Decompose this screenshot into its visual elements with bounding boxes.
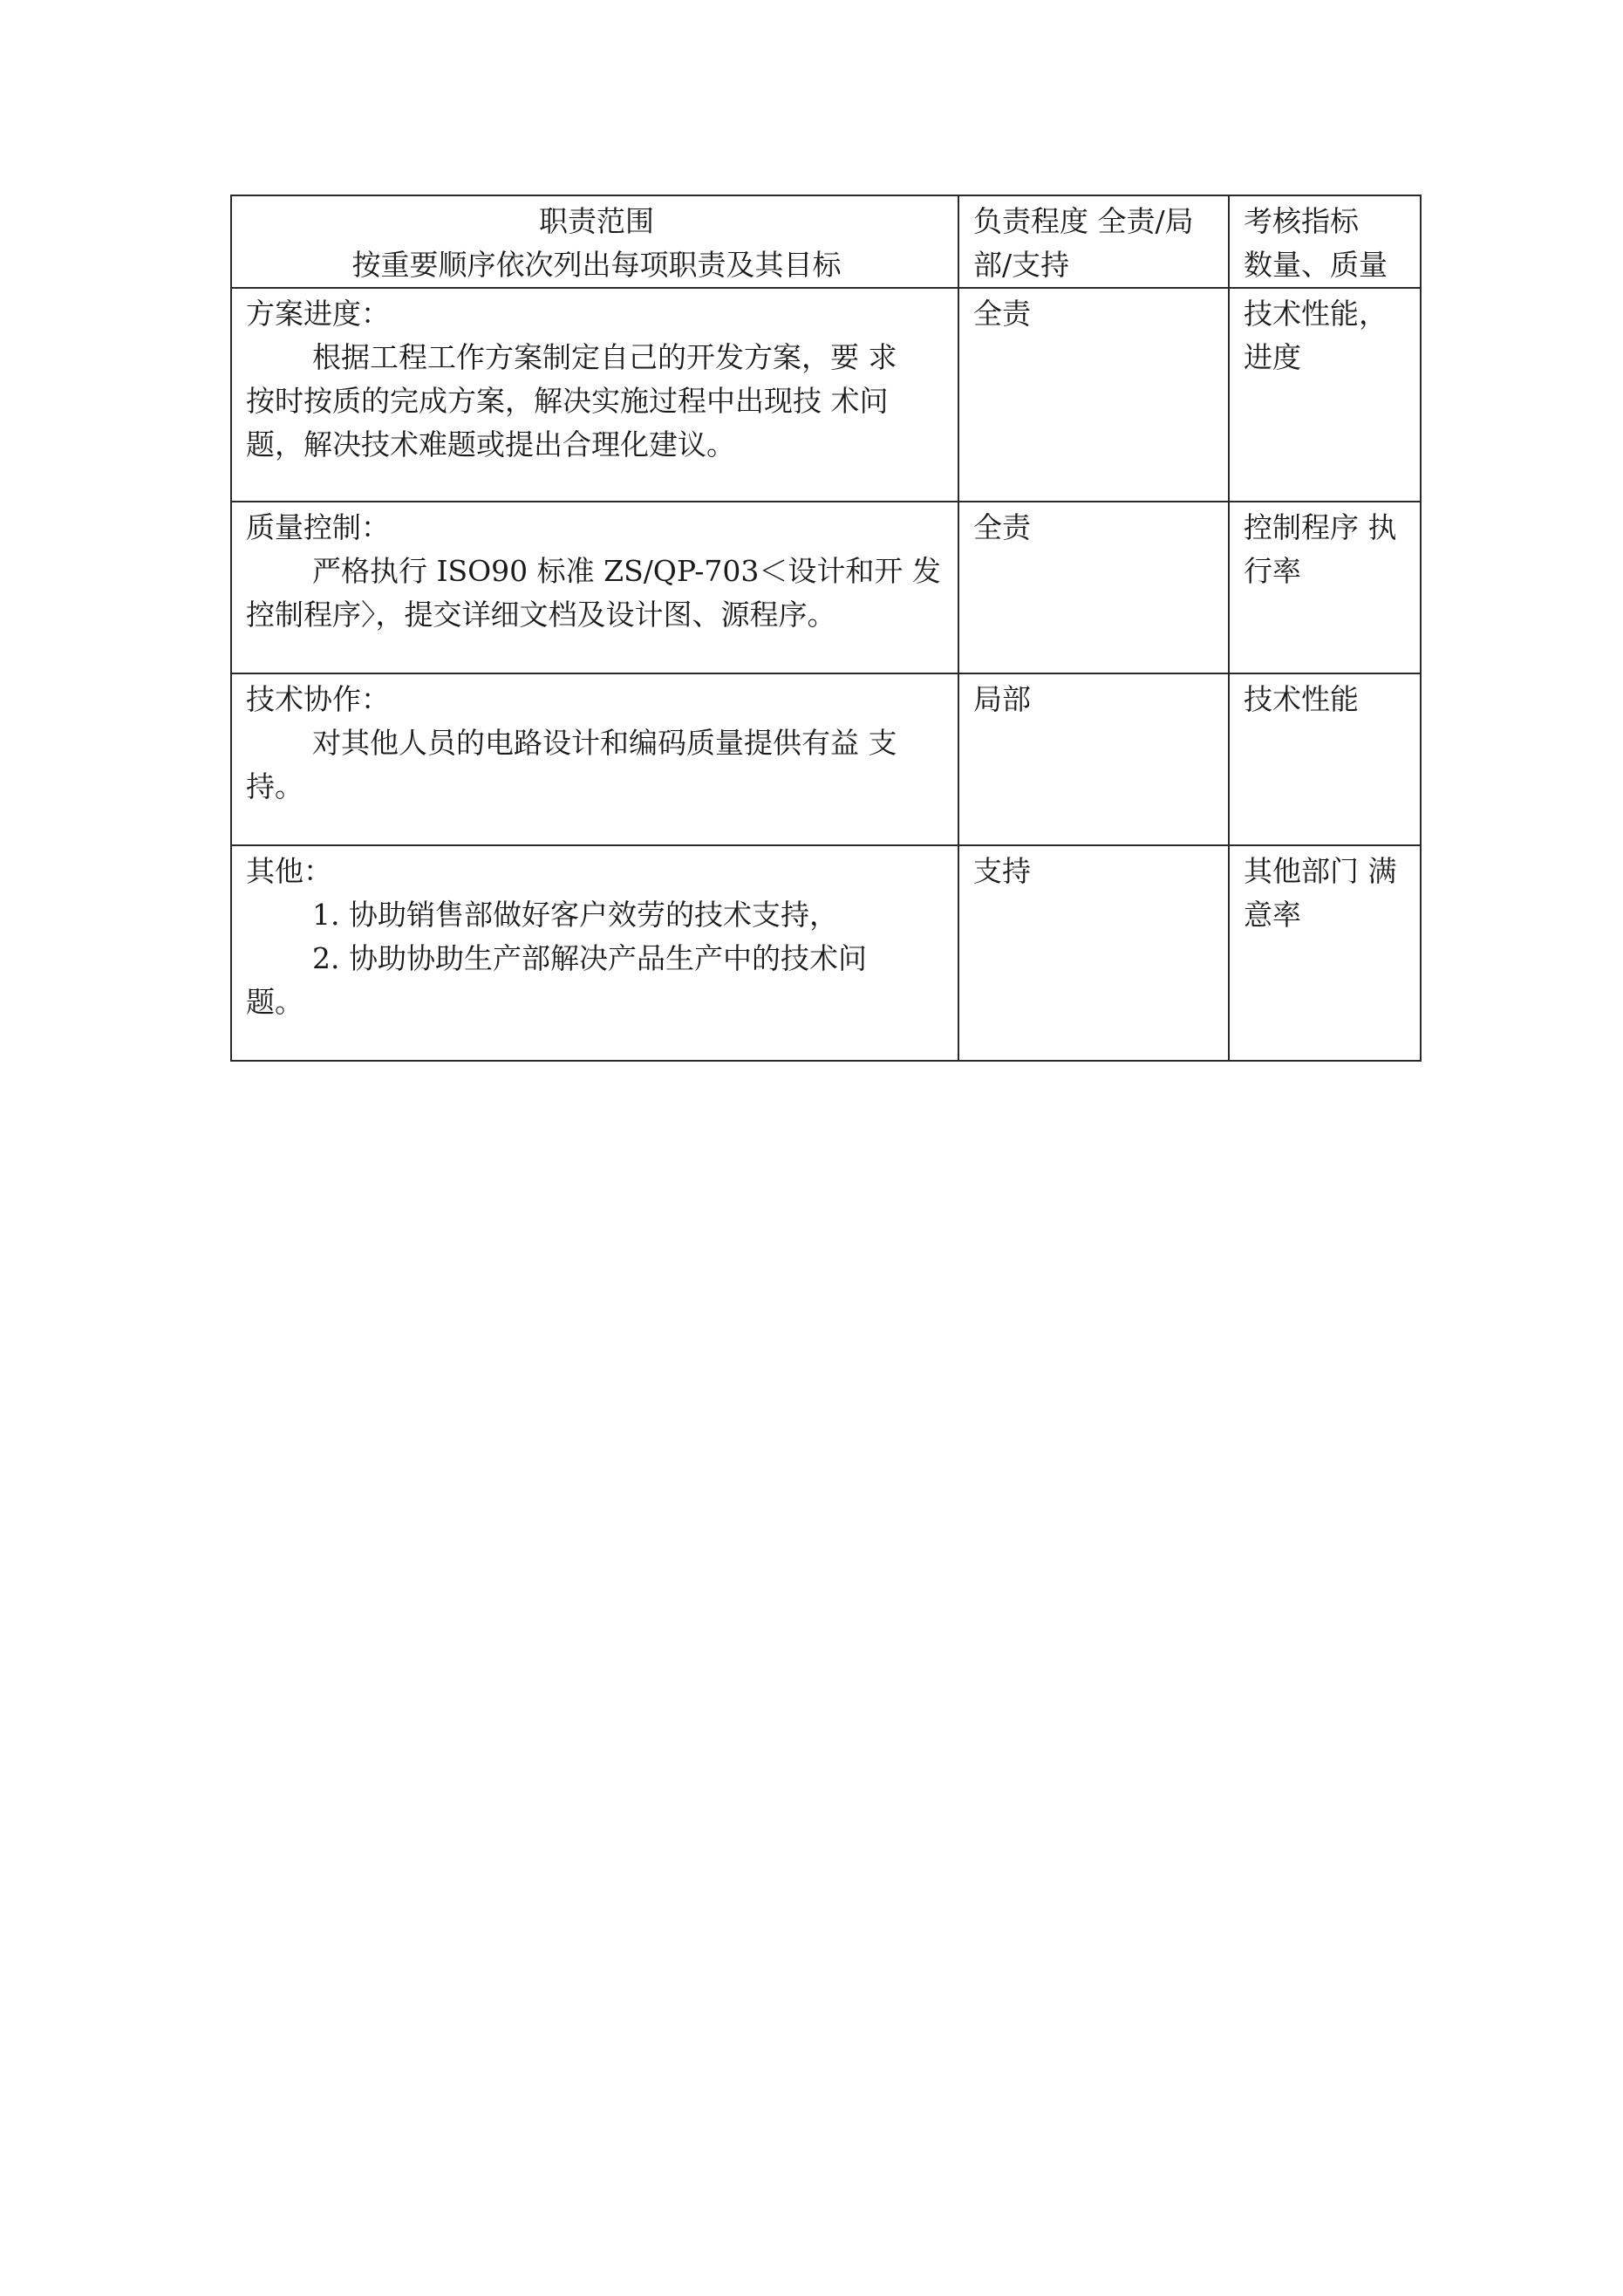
kpi-header-line2: 数量、质量 — [1244, 248, 1388, 282]
kpi-header-cell — [1229, 195, 1421, 288]
kpi-line1: 其他部门 满 — [1244, 854, 1397, 888]
degree-cell — [958, 845, 1229, 1061]
duty-title: 方案进度： — [246, 297, 390, 331]
table-row — [231, 673, 1421, 845]
duty-line: 严格执行 ISO90 标准 ZS/QP-703＜设计和开 发 — [312, 554, 941, 588]
duty-line: 对其他人员的电路设计和编码质量提供有益 支 — [312, 726, 897, 760]
kpi-cell — [1229, 845, 1421, 1061]
table-header-row — [231, 195, 1421, 288]
duty-line: 题，解决技术难题或提出合理化建议。 — [246, 427, 735, 461]
degree-cell — [958, 502, 1229, 673]
degree-header-line2: 部/支持 — [973, 248, 1070, 282]
duty-line: 控制程序〉，提交详细文档及设计图、源程序。 — [246, 598, 836, 632]
degree-value: 局部 — [973, 682, 1031, 716]
duty-cell — [231, 673, 958, 845]
table-row — [231, 845, 1421, 1061]
degree-header-line1: 负责程度 全责/局 — [973, 204, 1194, 238]
table-row — [231, 288, 1421, 502]
duty-title: 其他： — [246, 854, 332, 888]
kpi-line1: 控制程序 执 — [1244, 510, 1397, 544]
kpi-line1: 技术性能， — [1244, 297, 1388, 331]
kpi-line2: 进度 — [1244, 340, 1301, 374]
degree-cell — [958, 673, 1229, 845]
scope-header-title: 职责范围 — [539, 204, 654, 238]
duty-cell — [231, 502, 958, 673]
duty-title: 质量控制： — [246, 510, 390, 544]
degree-cell — [958, 288, 1229, 502]
degree-value: 全责 — [973, 510, 1031, 544]
degree-header-cell — [958, 195, 1229, 288]
duty-cell — [231, 288, 958, 502]
duty-title: 技术协作： — [246, 682, 390, 716]
scope-header-subtitle: 按重要顺序依次列出每项职责及其目标 — [351, 248, 842, 282]
duty-line: 1. 协助销售部做好客户效劳的技术支持， — [312, 898, 838, 932]
duty-line: 题。 — [246, 985, 303, 1019]
kpi-line1: 技术性能 — [1244, 682, 1359, 716]
kpi-cell — [1229, 502, 1421, 673]
table-row — [231, 502, 1421, 673]
kpi-cell — [1229, 288, 1421, 502]
scope-header-cell — [231, 195, 958, 288]
duty-line: 按时按质的完成方案，解决实施过程中出现技 术问 — [246, 384, 889, 418]
duty-cell — [231, 845, 958, 1061]
kpi-line2: 意率 — [1244, 898, 1301, 932]
kpi-line2: 行率 — [1244, 554, 1301, 588]
degree-value: 支持 — [973, 854, 1031, 888]
duty-line: 根据工程工作方案制定自己的开发方案，要 求 — [312, 340, 897, 374]
kpi-header-line1: 考核指标 — [1244, 204, 1359, 238]
degree-value: 全责 — [973, 297, 1031, 331]
duty-table — [230, 195, 1422, 1062]
duty-line: 2. 协助协助生产部解决产品生产中的技术问 — [312, 941, 867, 975]
duty-line: 持。 — [246, 769, 303, 803]
kpi-cell — [1229, 673, 1421, 845]
